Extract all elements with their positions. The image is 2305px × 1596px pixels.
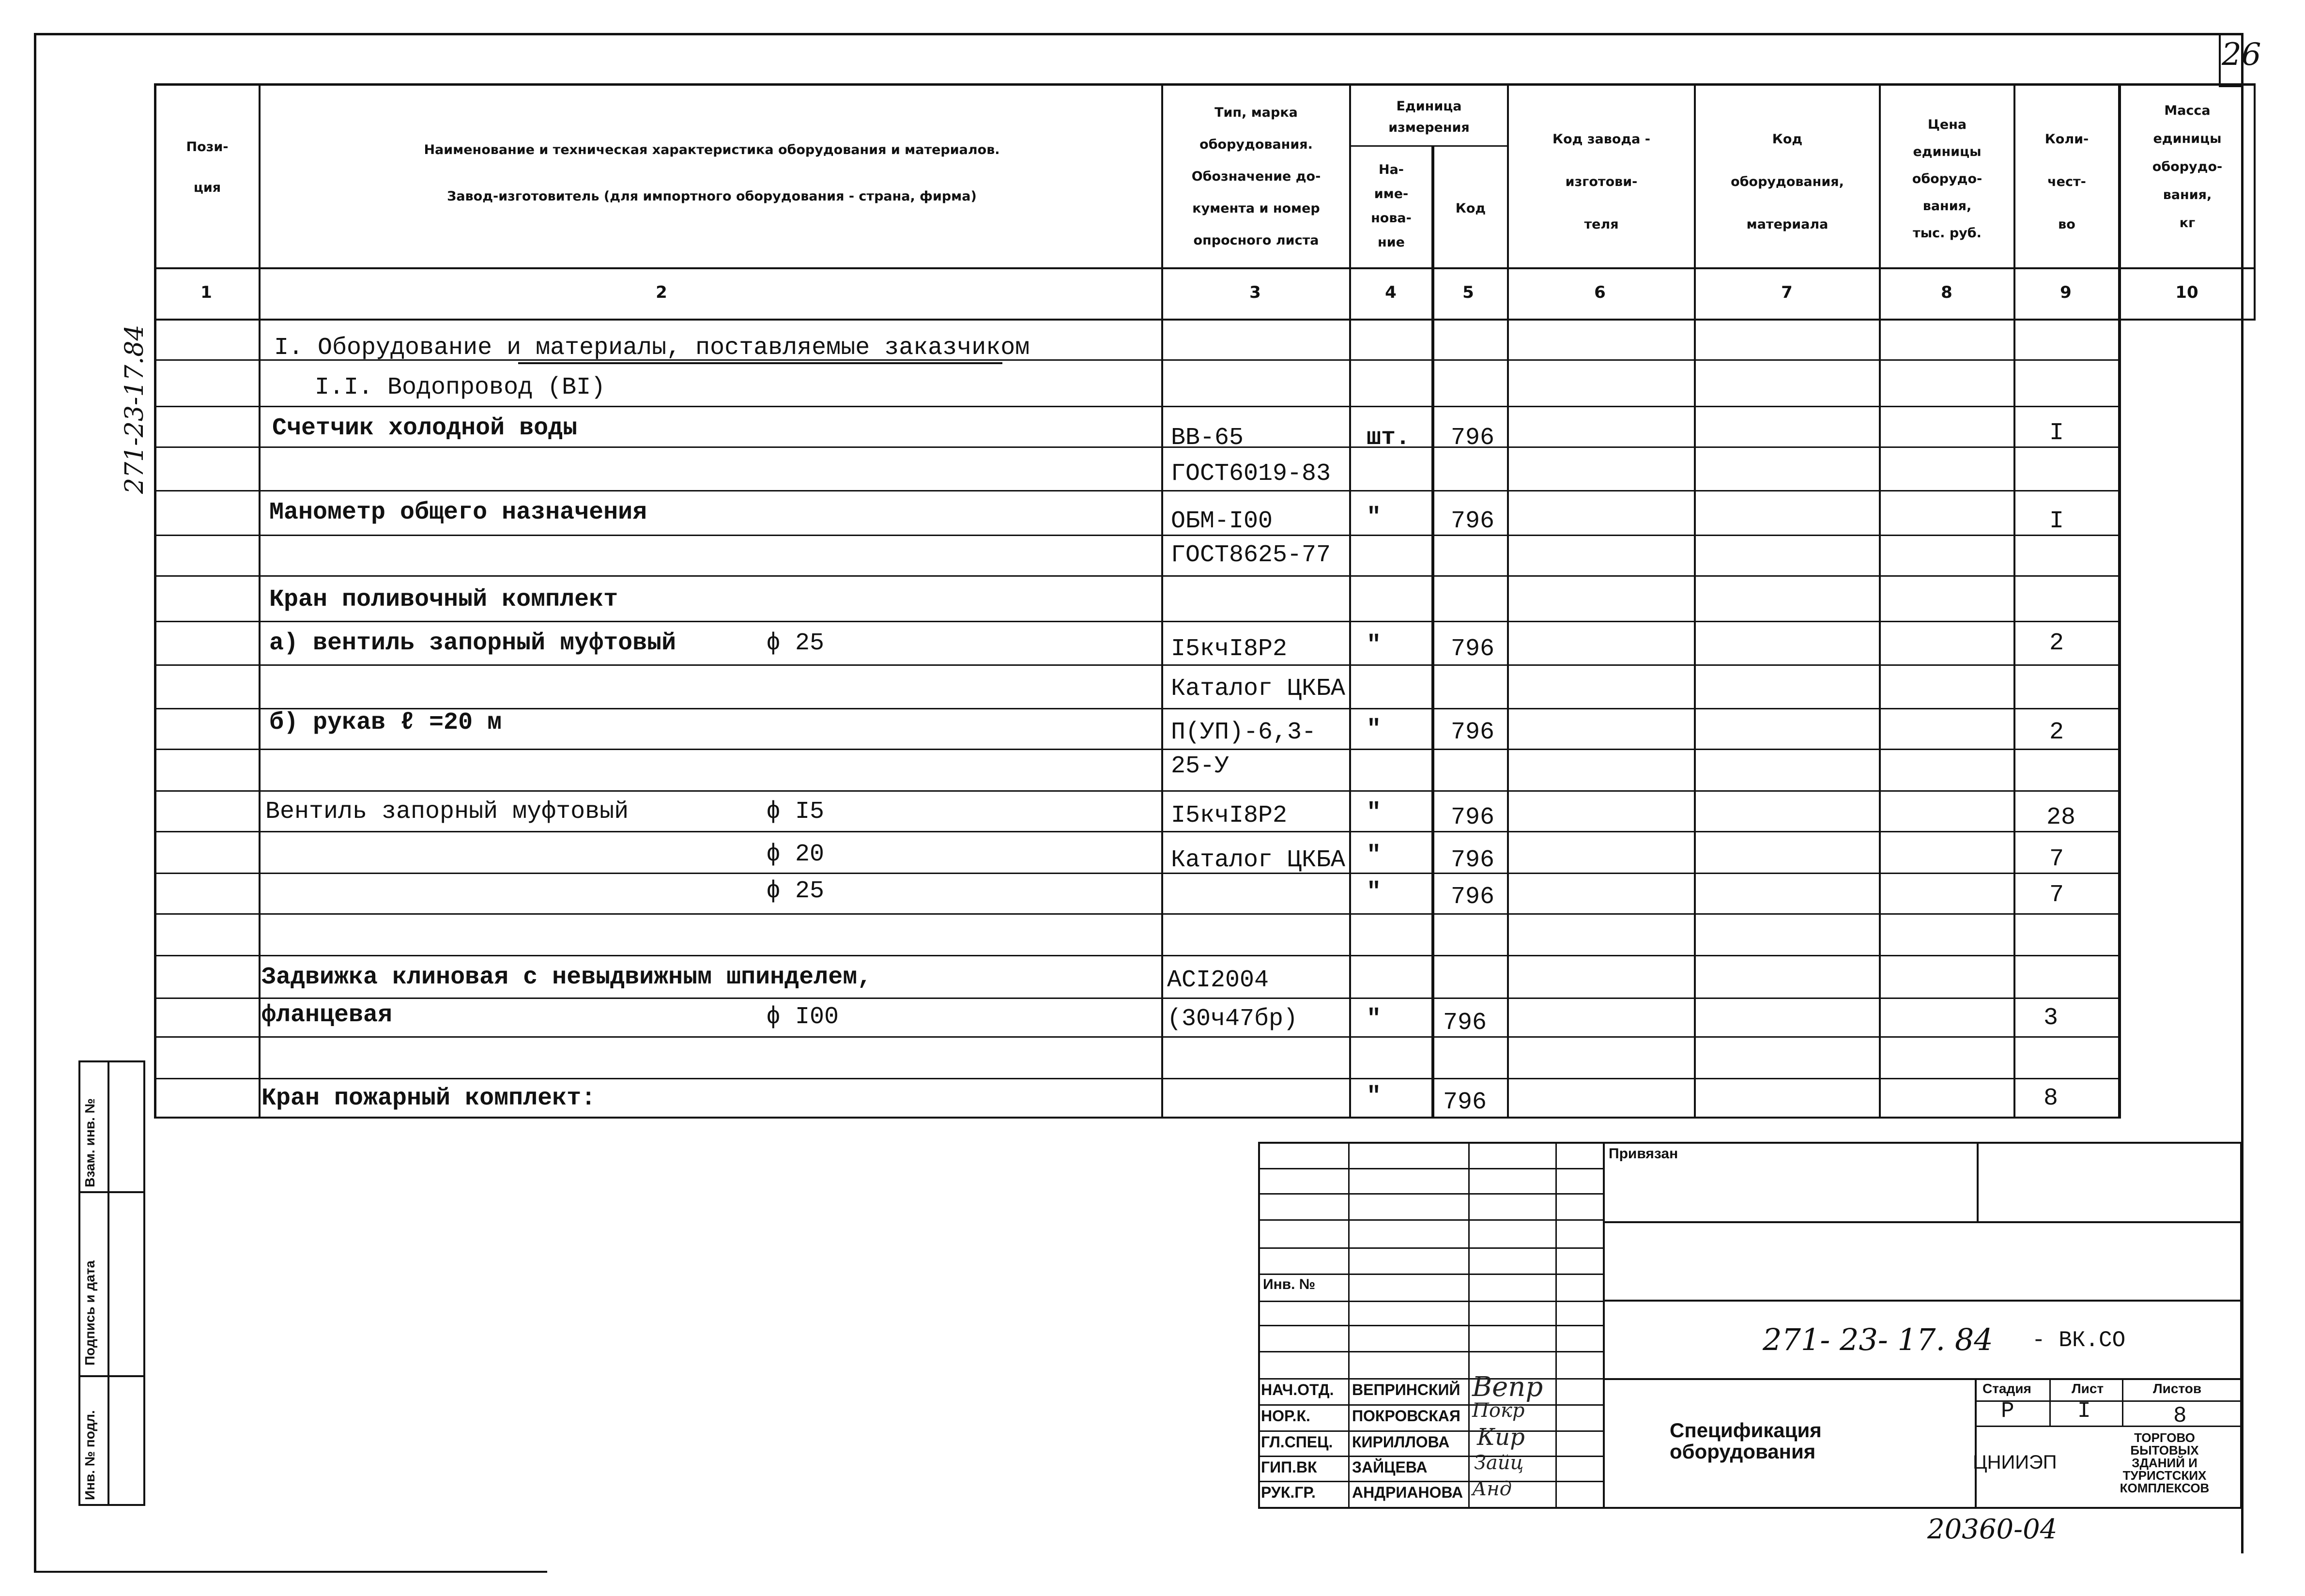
row-qty: 28 [2046,804,2076,831]
row-unit: " [1367,631,1382,659]
sheets-value: 8 [2173,1403,2187,1428]
stage-label: Стадия [1982,1381,2031,1396]
staff-role: НОР.К. [1261,1407,1310,1425]
sheets-label: Листов [2153,1381,2202,1396]
strip-label-signature: Подпись и дата [82,1260,97,1366]
row-unit: " [1367,1083,1382,1110]
sheet-value: I [2077,1398,2091,1424]
row-qty: I [2049,507,2064,535]
frame-top [34,33,2243,35]
row-code: 796 [1451,507,1495,535]
staff-name: ВЕПРИНСКИЙ [1352,1381,1460,1398]
row-dn: ϕ I5 [766,798,825,826]
staff-name: ЗАЙЦЕВА [1352,1458,1428,1476]
col-header-7: Код оборудования, материала [1731,132,1844,232]
col-num-7: 7 [1781,283,1793,302]
col-header-10: Масса единицы оборудо- вания, кг [2152,103,2223,230]
org-name: ЦНИИЭП [1973,1452,2057,1473]
row-dn: ϕ I00 [766,1003,839,1031]
row-qty: I [2049,419,2064,447]
row-type: (30ч47бр) [1167,1005,1298,1033]
row-code: 796 [1443,1089,1487,1116]
col-header-3: Тип, марка оборудования. Обозначение до- кумента и номер опросного листа [1191,105,1321,248]
row-type: Каталог ЦКБА [1171,675,1346,703]
row-type: ГОСТ6019-83 [1171,460,1331,488]
row-unit: " [1367,842,1382,869]
row-qty: 8 [2044,1085,2059,1112]
archive-number: 20360-04 [1927,1514,2058,1545]
row-type: П(УП)-6,3- [1171,719,1317,746]
col-num-2: 2 [656,283,667,302]
row-unit: " [1367,878,1382,906]
row-type: ОБМ-I00 [1171,507,1273,535]
sheet-label: Лист [2072,1381,2104,1396]
row-code: 796 [1451,635,1495,663]
row-type: ГОСТ8625-77 [1171,541,1331,569]
col-header-1: Пози- ция [186,139,229,195]
frame-left [34,33,36,1573]
side-code: 271-23-17.84 [120,324,149,494]
staff-signature: Анд [1472,1478,1512,1500]
row-dn: ϕ 25 [766,877,825,905]
row-name: Вентиль запорный муфтовый [265,798,629,826]
col-num-10: 10 [2175,283,2198,302]
row-type: АСI2004 [1167,967,1269,994]
row-code: 796 [1451,846,1495,874]
row-name: а) вентиль запорный муфтовый [269,629,676,657]
row-code: 796 [1451,424,1495,452]
subsection-title: I.I. Водопровод (BI) [315,374,606,401]
row-unit: " [1367,1005,1382,1033]
bound-label: Привязан [1609,1146,1678,1162]
row-qty: 7 [2049,845,2064,873]
row-code: 796 [1451,883,1495,911]
col-header-4: На- име- нова- ние [1371,162,1412,250]
row-type: Каталог ЦКБА [1171,846,1346,874]
row-code: 796 [1451,719,1495,746]
staff-role: ГИП.ВК [1261,1458,1317,1476]
row-qty: 7 [2049,881,2064,909]
col-num-9: 9 [2060,283,2072,302]
strip-label-replace: Взам. инв. № [82,1098,97,1187]
staff-name: АНДРИАНОВА [1352,1484,1463,1501]
doc-code: 271- 23- 17. 84 [1763,1322,1993,1357]
row-name: б) рукав ℓ =20 м [269,709,502,737]
org-subtitle: ТОРГОВО БЫТОВЫХ ЗДАНИЙ И ТУРИСТСКИХ КОМПЛЕКСОВ [2120,1430,2210,1495]
frame-bottom [34,1571,547,1573]
row-code: 796 [1443,1009,1487,1037]
row-name: Счетчик холодной воды [272,414,578,442]
row-qty: 2 [2049,719,2064,746]
row-unit: " [1367,799,1382,827]
col-num-5: 5 [1462,283,1474,302]
col-num-3: 3 [1249,283,1261,302]
col-num-8: 8 [1941,283,1952,302]
sheet-number: 26 [2222,37,2261,73]
col-header-5: Код [1455,201,1486,216]
row-code: 796 [1451,804,1495,831]
staff-role: ГЛ.СПЕЦ. [1261,1433,1333,1451]
col-header-8: Цена единицы оборудо- вания, тыс. руб. [1912,117,1982,241]
staff-role: РУК.ГР. [1261,1484,1316,1501]
col-num-6: 6 [1594,283,1606,302]
row-type: 25-У [1171,752,1229,780]
row-unit: " [1367,504,1382,531]
row-type: I5кчI8Р2 [1171,635,1288,663]
row-name: Кран пожарный комплект: [261,1085,596,1112]
row-name: Манометр общего назначения [269,499,647,526]
doc-title: Спецификация оборудования [1670,1419,1822,1463]
col-header-6: Код завода - изготови- теля [1552,132,1650,232]
col-header-9: Коли- чест- во [2044,132,2089,232]
staff-name: КИРИЛЛОВА [1352,1433,1450,1451]
staff-name: ПОКРОВСКАЯ [1352,1407,1460,1425]
staff-signature: Зайц [1474,1452,1524,1474]
row-type: I5кчI8Р2 [1171,802,1288,829]
strip-label-inv: Инв. № подл. [82,1410,97,1500]
row-name: Кран поливочный комплект [269,586,618,614]
section-title: I. Оборудование и материалы, поставляемые заказчиком [274,334,1030,362]
row-qty: 3 [2044,1004,2059,1032]
row-dn: ϕ 25 [766,629,825,657]
row-dn: ϕ 20 [766,841,825,868]
inv-label: Инв. № [1263,1276,1316,1292]
staff-signature: Кир [1477,1424,1525,1451]
row-name: Задвижка клиновая с невыдвижным шпинделем, [261,964,872,991]
unit-group-header: Единица измерения [1388,99,1470,135]
stage-value: Р [2001,1398,2014,1424]
staff-signature: Вепр [1472,1371,1543,1403]
row-type: ВВ-65 [1171,424,1244,452]
doc-suffix: - ВК.СО [2032,1328,2126,1353]
col-header-2: Наименование и техническая характеристика оборудования и материалов. Завод-изготовитель (для импортного оборудования - страна, фирма) [424,142,1000,204]
row-qty: 2 [2049,629,2064,657]
row-name: фланцевая [261,1001,393,1029]
col-num-4: 4 [1385,283,1397,302]
col-num-1: 1 [200,283,212,302]
staff-signature: Покр [1472,1399,1525,1422]
row-unit: шт. [1367,424,1411,452]
row-unit: " [1367,716,1382,743]
staff-role: НАЧ.ОТД. [1261,1381,1334,1398]
